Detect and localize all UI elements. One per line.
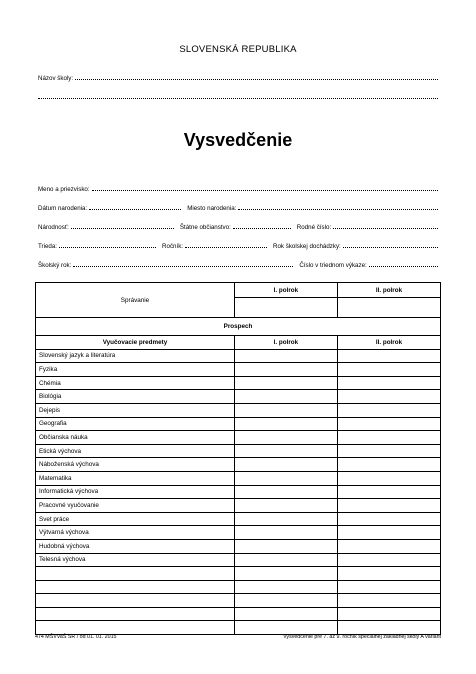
table-row: [36, 607, 441, 621]
name-field[interactable]: [92, 189, 438, 191]
term1-grade-cell[interactable]: [234, 539, 337, 553]
subject-name: Pracovné vyučovanie: [36, 499, 235, 513]
subject-name: Matematika: [36, 471, 235, 485]
term2-grade-cell[interactable]: [337, 567, 440, 581]
term1-grade-cell[interactable]: [234, 349, 337, 363]
term1-grade-cell[interactable]: [234, 512, 337, 526]
term1-grade-cell[interactable]: [234, 499, 337, 513]
citizenship-label: Štátne občianstvo:: [179, 224, 231, 231]
term1-grade-cell[interactable]: [234, 363, 337, 377]
term1-grade-cell[interactable]: [234, 431, 337, 445]
register-number-label: Číslo v triednom výkaze:: [299, 262, 367, 269]
subjects-header: Vyučovacie predmety: [36, 336, 235, 350]
term2-grade-cell[interactable]: [337, 539, 440, 553]
subject-name: [36, 621, 235, 635]
term1-grade-cell[interactable]: [234, 594, 337, 608]
subject-name: Hudobná výchova: [36, 539, 235, 553]
term1-grade-cell[interactable]: [234, 417, 337, 431]
subject-name: Náboženská výchova: [36, 458, 235, 472]
table-row: [36, 553, 441, 567]
term2-grade-cell[interactable]: [337, 580, 440, 594]
term1-grade-cell[interactable]: [234, 553, 337, 567]
term2-grade-cell[interactable]: [337, 607, 440, 621]
term2-grade-cell[interactable]: [337, 390, 440, 404]
term2-grade-cell[interactable]: [337, 512, 440, 526]
register-number-field[interactable]: [369, 265, 438, 267]
class-field[interactable]: [59, 246, 156, 248]
school-year-row: [38, 257, 438, 269]
footer-form-description: Vysvedčenie pre 7. až 9. ročník špeciálnej základnej školy A variant: [283, 634, 441, 640]
birth-date-field[interactable]: [89, 208, 181, 210]
document-title: Vysvedčenie: [183, 130, 293, 150]
subject-name: Chémia: [36, 376, 235, 390]
subjects-header-row: [36, 336, 441, 350]
subject-name: Dejepis: [36, 403, 235, 417]
table-row: [36, 567, 441, 581]
table-row: [36, 621, 441, 635]
subject-name: Geografia: [36, 417, 235, 431]
nationality-row: [38, 219, 438, 231]
term1-grade-cell[interactable]: [234, 567, 337, 581]
term1-grade-cell[interactable]: [234, 458, 337, 472]
table-row: [36, 526, 441, 540]
subject-name: Fyzika: [36, 363, 235, 377]
term1-grade-cell[interactable]: [234, 607, 337, 621]
table-row: [36, 580, 441, 594]
subject-name: Etická výchova: [36, 444, 235, 458]
subject-name: Občianska náuka: [36, 431, 235, 445]
subject-name: [36, 594, 235, 608]
table-row: [36, 539, 441, 553]
term2-grade-cell[interactable]: [337, 499, 440, 513]
table-row: [36, 458, 441, 472]
term1-grade-cell[interactable]: [234, 621, 337, 635]
term1-grade-cell[interactable]: [234, 580, 337, 594]
birth-row: [38, 200, 438, 212]
table-row: [36, 363, 441, 377]
term2-grade-cell[interactable]: [337, 458, 440, 472]
subject-name: Výtvarná výchova: [36, 526, 235, 540]
subjects-term1-header: I. polrok: [234, 336, 337, 350]
behavior-term1-cell[interactable]: [234, 298, 337, 318]
term1-grade-cell[interactable]: [234, 471, 337, 485]
term2-grade-cell[interactable]: [337, 526, 440, 540]
year-field[interactable]: [185, 246, 267, 248]
behavior-term1-header: I. polrok: [234, 283, 337, 298]
table-row: [36, 403, 441, 417]
subject-name: [36, 580, 235, 594]
nationality-label: Národnosť:: [38, 224, 69, 231]
term2-grade-cell[interactable]: [337, 553, 440, 567]
term1-grade-cell[interactable]: [234, 390, 337, 404]
school-year-label: Školský rok:: [38, 262, 72, 269]
behavior-term2-header: II. polrok: [337, 283, 440, 298]
name-label: Meno a priezvisko:: [38, 186, 90, 193]
table-row: [36, 431, 441, 445]
subject-name: Slovenský jazyk a literatúra: [36, 349, 235, 363]
table-row: [36, 390, 441, 404]
table-row: [36, 499, 441, 513]
school-name-label: Názov školy:: [38, 75, 74, 82]
term1-grade-cell[interactable]: [234, 403, 337, 417]
subject-name: Biológia: [36, 390, 235, 404]
table-row: [36, 349, 441, 363]
term2-grade-cell[interactable]: [337, 444, 440, 458]
subject-name: Svet práce: [36, 512, 235, 526]
citizenship-field[interactable]: [233, 227, 291, 229]
class-row: [38, 238, 438, 250]
school-name-row-2: [38, 89, 438, 101]
subject-name: Informatická výchova: [36, 485, 235, 499]
birth-place-label: Miesto narodenia:: [187, 205, 237, 212]
behavior-term2-cell[interactable]: [337, 298, 440, 318]
school-name-field-2[interactable]: [38, 97, 438, 99]
term2-grade-cell[interactable]: [337, 349, 440, 363]
term1-grade-cell[interactable]: [234, 485, 337, 499]
term1-grade-cell[interactable]: [234, 444, 337, 458]
subject-name: Telesná výchova: [36, 553, 235, 567]
table-row: [36, 444, 441, 458]
term2-grade-cell[interactable]: [337, 376, 440, 390]
table-row: [36, 417, 441, 431]
term2-grade-cell[interactable]: [337, 471, 440, 485]
term1-grade-cell[interactable]: [234, 376, 337, 390]
country-heading: SLOVENSKÁ REPUBLIKA: [179, 44, 297, 55]
behavior-header-row: [36, 283, 441, 298]
progress-row: [36, 318, 441, 336]
subject-name: [36, 567, 235, 581]
class-label: Trieda:: [38, 243, 58, 250]
birth-place-field[interactable]: [238, 208, 438, 210]
term1-grade-cell[interactable]: [234, 526, 337, 540]
attendance-year-label: Rok školskej dochádzky:: [273, 243, 341, 250]
school-year-field[interactable]: [73, 265, 293, 267]
table-row: [36, 376, 441, 390]
birth-number-field[interactable]: [333, 227, 438, 229]
footer-form-code: 474 MŠVVaŠ SR / od 01. 01. 2015: [35, 634, 117, 640]
term2-grade-cell[interactable]: [337, 363, 440, 377]
year-label: Ročník:: [162, 243, 184, 250]
attendance-year-field[interactable]: [343, 246, 438, 248]
table-row: [36, 512, 441, 526]
term2-grade-cell[interactable]: [337, 485, 440, 499]
progress-label: Prospech: [36, 318, 441, 336]
term2-grade-cell[interactable]: [337, 403, 440, 417]
table-row: [36, 471, 441, 485]
table-row: [36, 485, 441, 499]
term2-grade-cell[interactable]: [337, 417, 440, 431]
school-name-row: [38, 70, 438, 82]
school-name-field[interactable]: [75, 78, 438, 80]
birth-date-label: Dátum narodenia:: [38, 205, 88, 212]
grades-table: [35, 282, 441, 635]
subject-name: [36, 607, 235, 621]
term2-grade-cell[interactable]: [337, 621, 440, 635]
name-row: [38, 181, 438, 193]
term2-grade-cell[interactable]: [337, 594, 440, 608]
table-row: [36, 594, 441, 608]
behavior-label: Správanie: [36, 283, 235, 318]
birth-number-label: Rodné číslo:: [296, 224, 332, 231]
term2-grade-cell[interactable]: [337, 431, 440, 445]
nationality-field[interactable]: [71, 227, 174, 229]
subjects-term2-header: II. polrok: [337, 336, 440, 350]
